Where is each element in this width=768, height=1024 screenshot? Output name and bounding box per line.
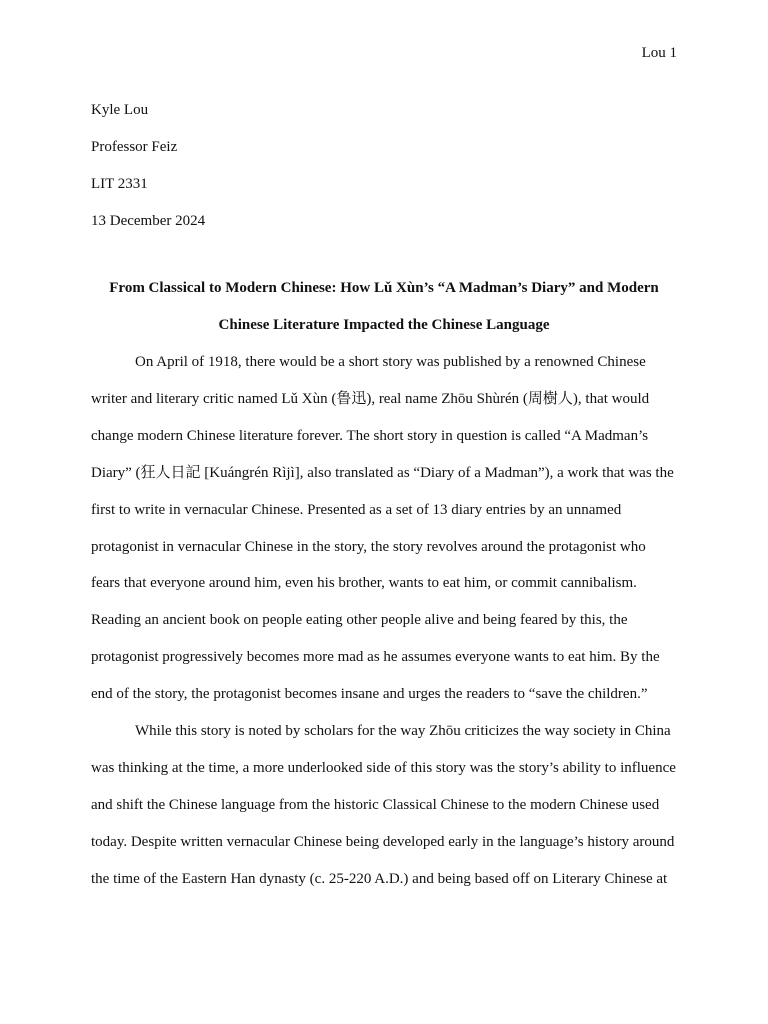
page-number-header: Lou 1 xyxy=(641,45,677,61)
text-line: and shift the Chinese language from the historic Classical Chinese to the modern Chinese used xyxy=(91,796,660,813)
text-line: writer and literary critic named Lǔ Xùn (鲁迅), real name Zhōu Shùrén (周樹人), that would xyxy=(91,390,650,407)
text-line: protagonist in vernacular Chinese in the story, the story revolves around the protagonist who xyxy=(91,538,646,555)
instructor-name: Professor Feiz xyxy=(91,139,178,155)
text-line: fears that everyone around him, even his brother, wants to eat him, or commit cannibalism. xyxy=(91,575,637,592)
text-line: end of the story, the protagonist becomes insane and urges the readers to “save the children.” xyxy=(91,686,648,703)
text-line: the time of the Eastern Han dynasty (c. 25-220 A.D.) and being based off on Literary Chinese at xyxy=(91,870,668,887)
paper-title xyxy=(91,270,677,344)
text-line: protagonist progressively becomes more mad as he assumes everyone wants to eat him. By the xyxy=(91,649,660,666)
student-name: Kyle Lou xyxy=(91,102,149,118)
text-line: Reading an ancient book on people eating other people alive and being feared by this, the xyxy=(91,612,628,629)
title-line: From Classical to Modern Chinese: How Lǔ Xùn’s “A Madman’s Diary” and Modern xyxy=(109,280,659,296)
paragraph-1 xyxy=(91,344,681,713)
text-line: today. Despite written vernacular Chinese being developed early in the language’s history around xyxy=(91,833,675,850)
text-line: change modern Chinese literature forever. The short story in question is called “A Madman’s xyxy=(91,427,649,444)
text-line: first to write in vernacular Chinese. Presented as a set of 13 diary entries by an unnamed xyxy=(91,501,622,518)
text-line: Diary” (狂人日記 [Kuángrén Rìjì], also translated as “Diary of a Madman”), a work that was the xyxy=(91,464,674,481)
text-line: was thinking at the time, a more underlooked side of this story was the story’s ability to influence xyxy=(91,759,676,776)
paper-date: 13 December 2024 xyxy=(91,213,206,229)
title-line: Chinese Literature Impacted the Chinese Language xyxy=(218,317,550,333)
paper-body xyxy=(91,344,681,898)
text-line: While this story is noted by scholars for the way Zhōu criticizes the way society in China xyxy=(135,723,671,740)
mla-heading xyxy=(91,92,681,240)
course-code: LIT 2331 xyxy=(91,176,148,192)
paragraph-2 xyxy=(91,713,681,898)
text-line: On April of 1918, there would be a short story was published by a renowned Chinese xyxy=(135,354,646,370)
